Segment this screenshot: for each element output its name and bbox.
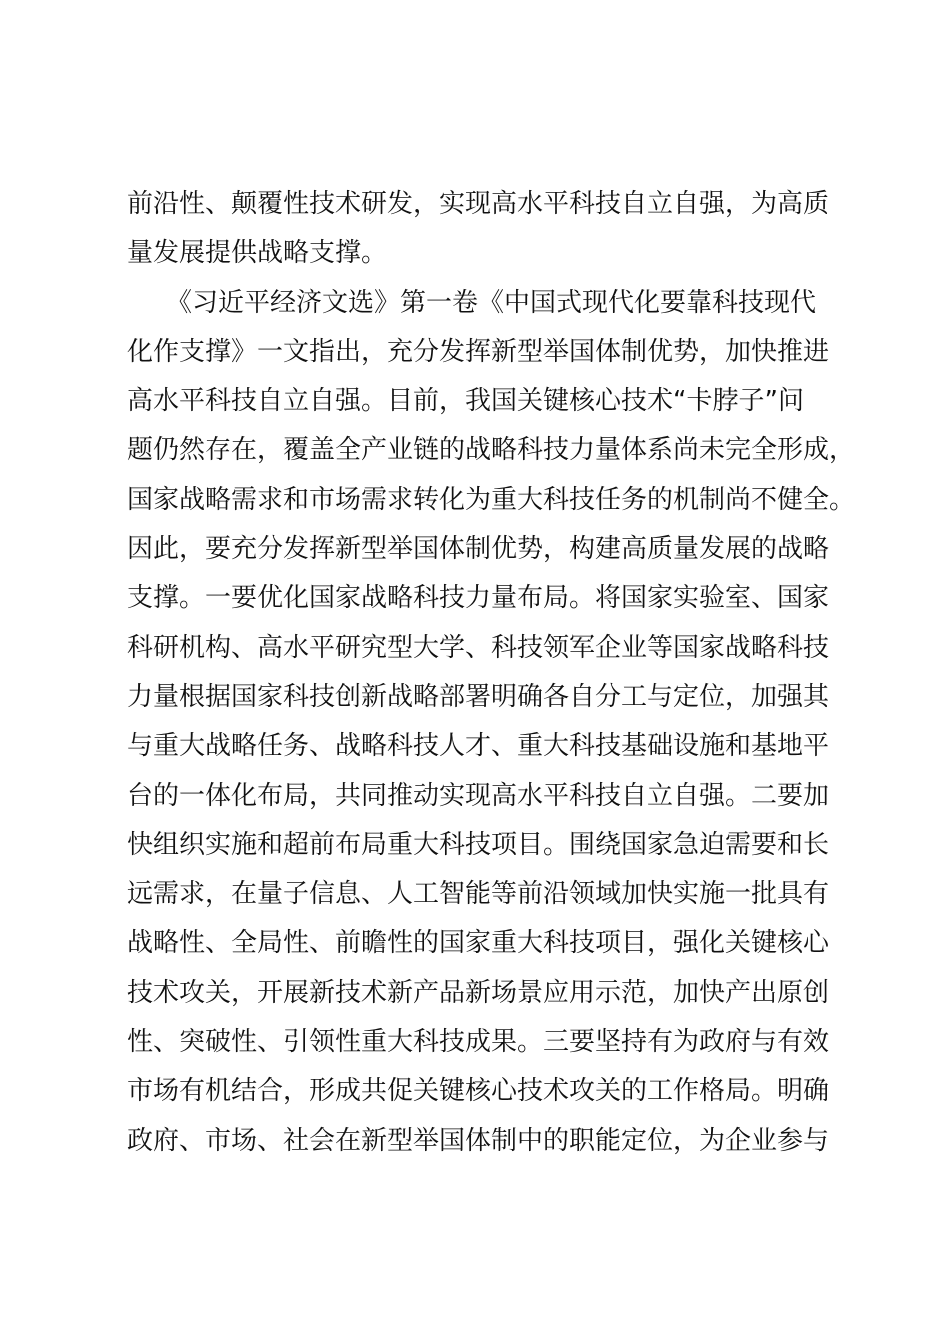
text-line: 快组织实施和超前布局重大科技项目。围绕国家急迫需要和长: [127, 829, 830, 860]
text-line: 量发展提供战略支撑。: [127, 238, 388, 269]
text-line: 台的一体化布局，共同推动实现高水平科技自立自强。二要加: [127, 780, 830, 811]
text-line: 国家战略需求和市场需求转化为重大科技任务的机制尚不健全。: [127, 484, 856, 515]
text-line: 市场有机结合，形成共促关键核心技术攻关的工作格局。明确: [127, 1076, 830, 1107]
body-text: [127, 180, 856, 1166]
text-line: 性、突破性、引领性重大科技成果。三要坚持有为政府与有效: [127, 1027, 830, 1058]
text-line: 支撑。一要优化国家战略科技力量布局。将国家实验室、国家: [127, 583, 830, 614]
text-line: 政府、市场、社会在新型举国体制中的职能定位，为企业参与: [127, 1125, 830, 1156]
text-line: 战略性、全局性、前瞻性的国家重大科技项目，强化关键核心: [127, 928, 830, 959]
text-line: 力量根据国家科技创新战略部署明确各自分工与定位，加强其: [127, 681, 830, 712]
text-line: 前沿性、颠覆性技术研发，实现高水平科技自立自强，为高质: [127, 189, 830, 219]
text-line: 题仍然存在，覆盖全产业链的战略科技力量体系尚未完全形成，: [127, 435, 856, 466]
text-line: 与重大战略任务、战略科技人才、重大科技基础设施和基地平: [127, 731, 830, 762]
text-line: 技术攻关，开展新技术新产品新场景应用示范，加快产出原创: [127, 977, 830, 1008]
text-line: 因此，要充分发挥新型举国体制优势，构建高质量发展的战略: [127, 534, 830, 565]
paragraph-start-line: 《习近平经济文选》第一卷《中国式现代化要靠科技现代: [127, 287, 817, 318]
text-line: 高水平科技自立自强。目前，我国关键核心技术“卡脖子”问: [127, 386, 804, 417]
text-line: 科研机构、高水平研究型大学、科技领军企业等国家战略科技: [127, 632, 830, 663]
text-line: 远需求，在量子信息、人工智能等前沿领域加快实施一批具有: [127, 879, 830, 910]
text-line: 化作支撑》一文指出，充分发挥新型举国体制优势，加快推进: [127, 336, 830, 367]
